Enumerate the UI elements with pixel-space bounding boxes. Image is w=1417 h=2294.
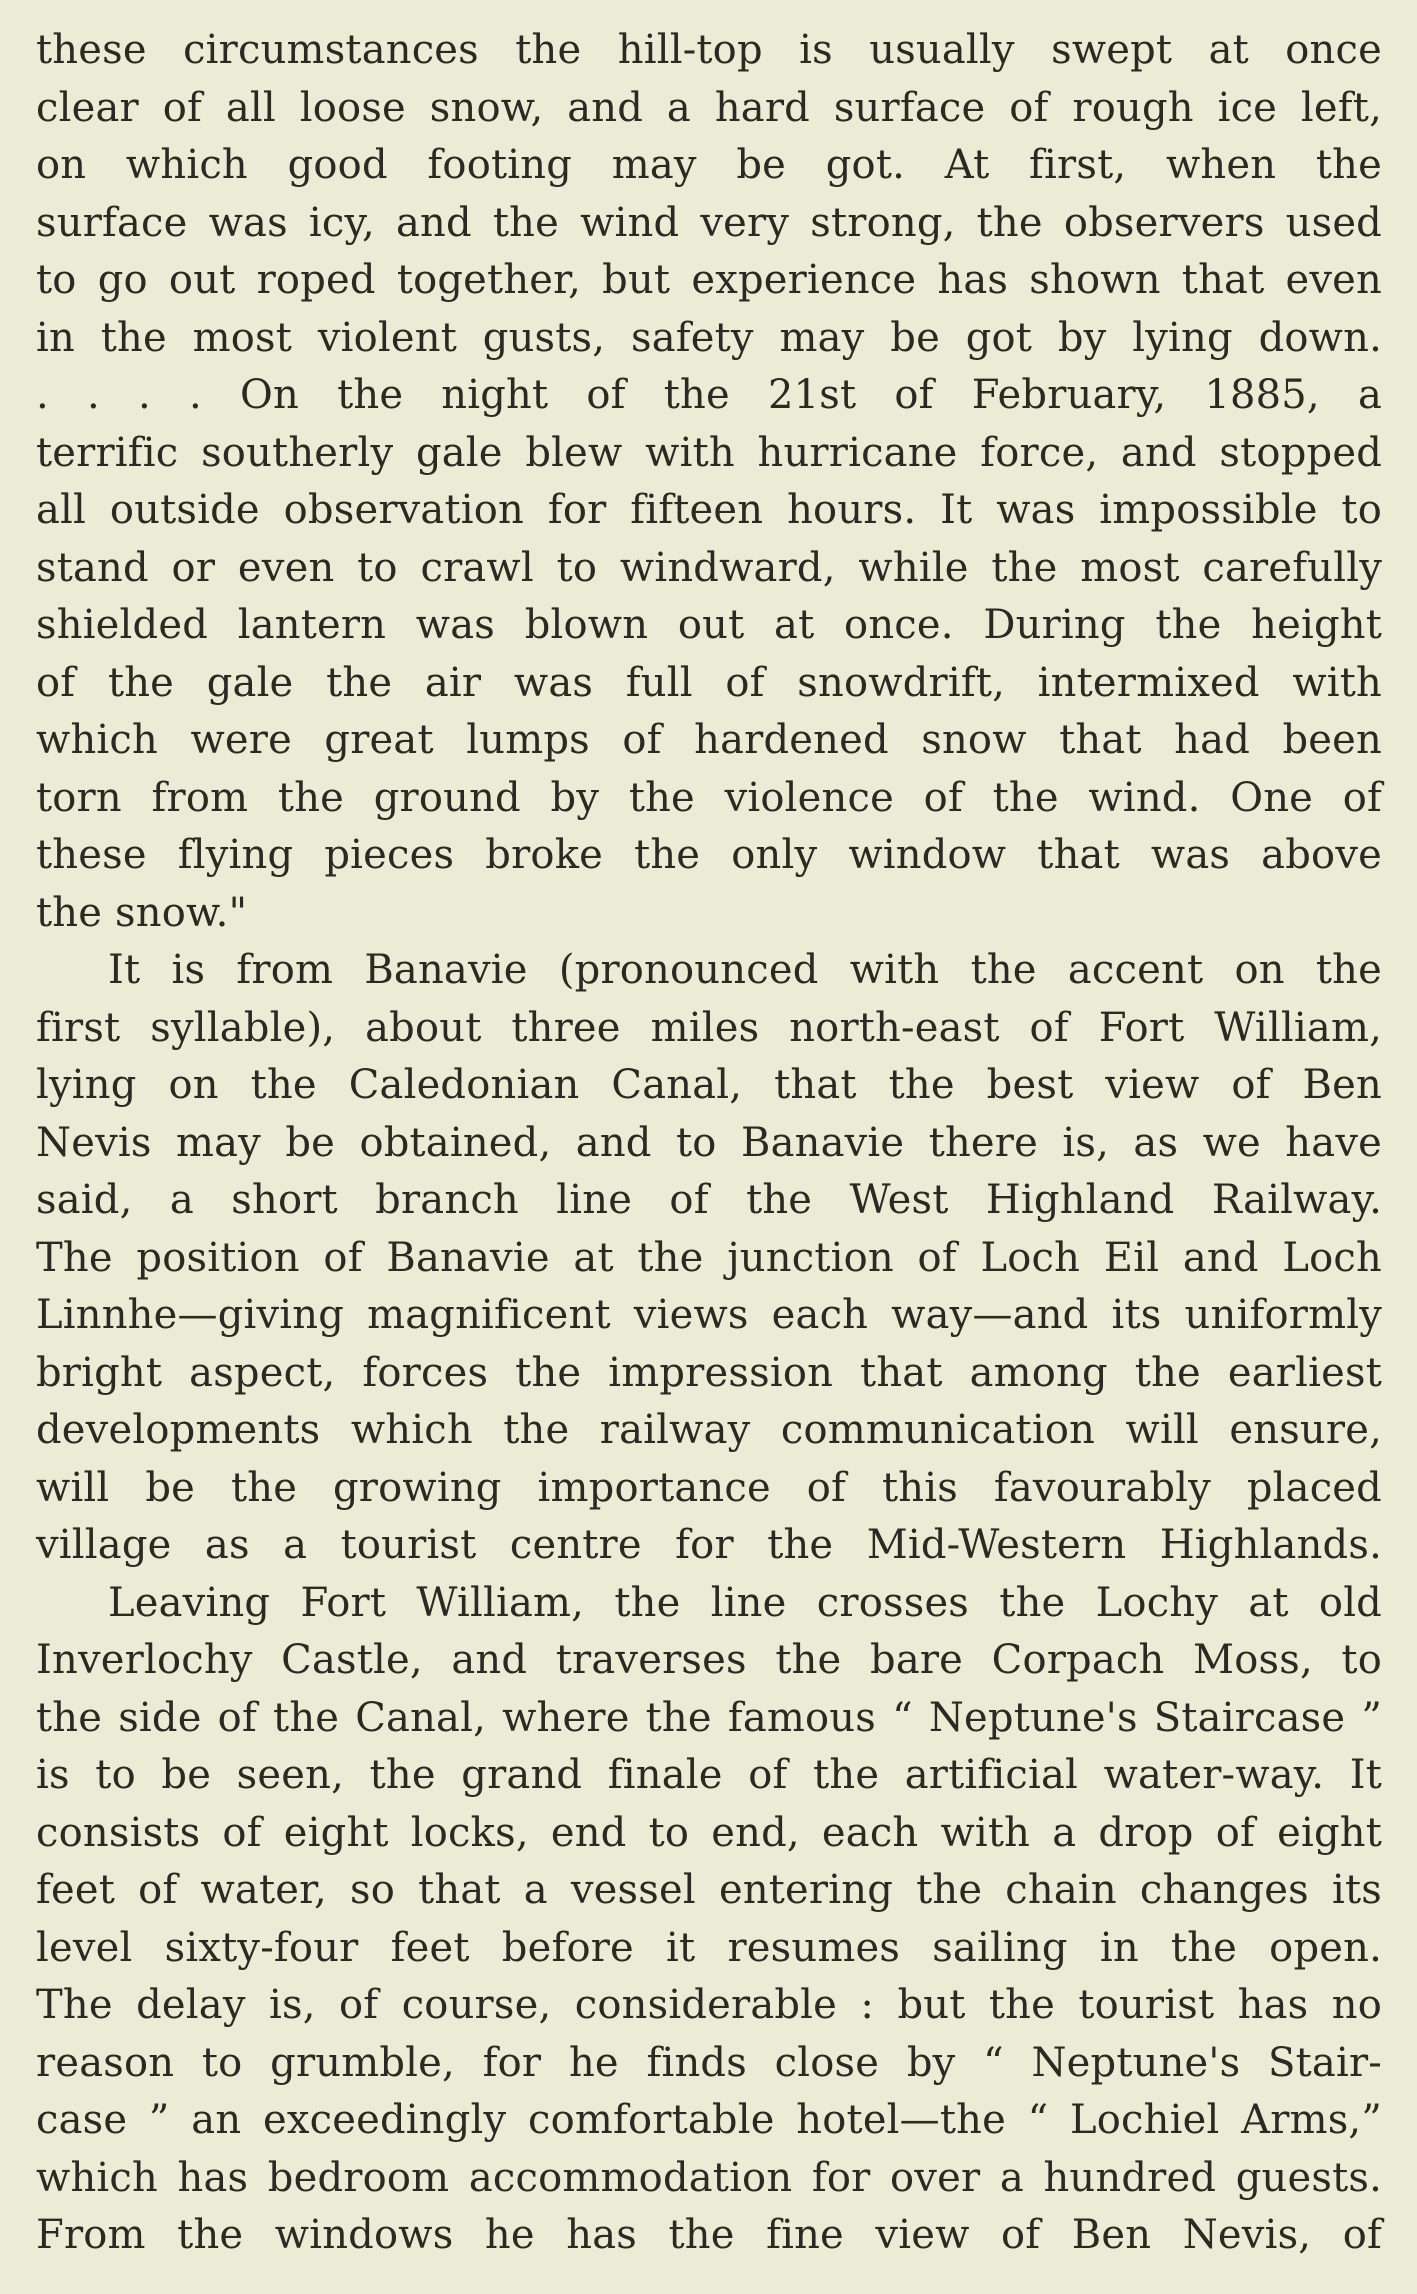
text-line: Inverlochy Castle, and traverses the bare Corpach Moss, to [36,1637,1382,1683]
text-line: of the gale the air was full of snowdrift, intermixed with [36,659,1382,706]
text-line: terrific southerly gale blew with hurricane force, and stopped [36,429,1382,476]
text-line: The position of Banavie at the junction of Loch Eil and Loch [36,1234,1382,1281]
text-line: village as a tourist centre for the Mid-Western Highlands. [36,1522,1382,1568]
text-line: level sixty-four feet before it resumes sailing in the open. [36,1924,1382,1971]
text-line: surface was icy, and the wind very strong, the observers used [36,199,1382,246]
paragraph-1 [36,22,1382,942]
text-line: to go out roped together, but experience has shown that even [36,257,1382,303]
text-line: Leaving Fort William, the line crosses the Lochy at old [108,1579,1382,1626]
text-line: It is from Banavie (pronounced with the accent on the [108,947,1382,993]
text-line: in the most violent gusts, safety may be got by lying down. [36,314,1382,361]
text-line: The delay is, of course, considerable : but the tourist has no [36,1982,1382,2028]
text-line: torn from the ground by the violence of the wind. One of [36,774,1382,821]
text-line: stand or even to crawl to windward, while the most carefully [36,544,1382,591]
text-line: feet of water, so that a vessel entering the chain changes its [36,1867,1382,1913]
text-line: first syllable), about three miles north-east of Fort William, [36,1004,1382,1051]
text-line: is to be seen, the grand finale of the artificial water-way. It [36,1752,1382,1798]
text-line: these circumstances the hill-top is usually swept at once [36,27,1382,73]
text-line: which were great lumps of hardened snow that had been [36,717,1382,763]
text-line: Nevis may be obtained, and to Banavie there is, as we have [36,1119,1382,1166]
text-line: the snow." [36,889,248,936]
text-line: . . . . On the night of the 21st of February, 1885, a [36,372,1382,418]
paragraph-2 [36,942,1382,1575]
text-line: consists of eight locks, end to end, each with a drop of eight [36,1809,1382,1856]
text-line: reason to grumble, for he finds close by “ Neptune's Stair- [36,2039,1382,2086]
text-line: said, a short branch line of the West Highland Railway. [36,1177,1382,1223]
text-line: clear of all loose snow, and a hard surface of rough ice left, [36,84,1382,131]
text-line: From the windows he has the fine view of Ben Nevis, of [36,2212,1382,2258]
text-line: which has bedroom accommodation for over a hundred guests. [36,2154,1382,2201]
text-line: on which good footing may be got. At first, when the [36,142,1382,188]
text-line: shielded lantern was blown out at once. During the height [36,602,1382,648]
text-line: bright aspect, forces the impression that among the earliest [36,1349,1382,1396]
text-line: these flying pieces broke the only window that was above [36,832,1382,878]
text-line: all outside observation for fifteen hours. It was impossible to [36,487,1382,533]
paragraph-3 [36,1575,1382,2265]
text-line: the side of the Canal, where the famous “ Neptune's Staircase ” [36,1694,1382,1741]
text-line: Linnhe—giving magnificent views each way—and its uniformly [36,1292,1382,1338]
text-line: will be the growing importance of this favourably placed [36,1464,1382,1511]
page-text [36,22,1382,2265]
text-line: lying on the Caledonian Canal, that the best view of Ben [36,1062,1382,1108]
text-line: developments which the railway communication will ensure, [36,1407,1382,1453]
text-line: case ” an exceedingly comfortable hotel—the “ Lochiel Arms,” [36,2097,1382,2143]
